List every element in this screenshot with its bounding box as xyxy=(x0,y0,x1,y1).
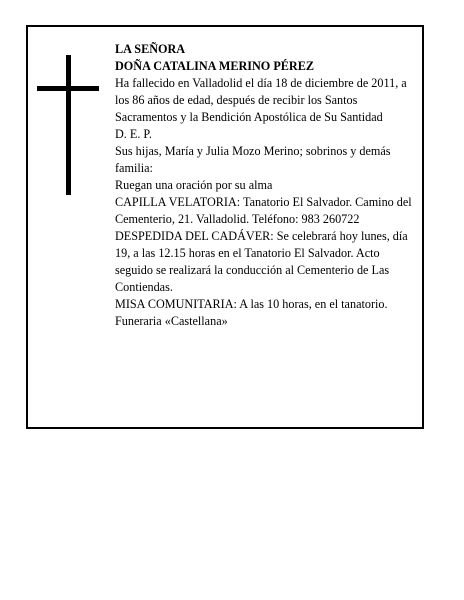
obituary-text xyxy=(115,41,415,330)
prayer-request: Ruegan una oración por su alma xyxy=(115,178,273,192)
family-line: Sus hijas, María y Julia Mozo Merino; sobrinos y demás familia: xyxy=(115,144,391,175)
mass-info: MISA COMUNITARIA: A las 10 horas, en el tanatorio. xyxy=(115,297,388,311)
obituary-notice xyxy=(26,25,424,429)
chapel-info: CAPILLA VELATORIA: Tanatorio El Salvador. Camino del Cementerio, 21. Valladolid. Teléfono: 983 260722 xyxy=(115,195,412,226)
farewell-info: DESPEDIDA DEL CADÁVER: Se celebrará hoy lunes, día 19, a las 12.15 horas en el Tanatorio El Salvador. Acto seguido se realizará la conducción al Cementerio de Las Contiendas. xyxy=(115,229,408,294)
cross-icon xyxy=(37,55,99,195)
cross-vertical-bar xyxy=(66,55,71,195)
cross-horizontal-bar xyxy=(37,86,99,91)
death-statement: Ha fallecido en Valladolid el día 18 de diciembre de 2011, a los 86 años de edad, después de recibir los Santos Sacramentos y la Bendición Apostólica de Su Santidad xyxy=(115,76,407,124)
notice-title: LA SEÑORA xyxy=(115,42,186,56)
funeral-home: Funeraria «Castellana» xyxy=(115,314,228,328)
rip-line: D. E. P. xyxy=(115,127,152,141)
deceased-name: DOÑA CATALINA MERINO PÉREZ xyxy=(115,59,314,73)
